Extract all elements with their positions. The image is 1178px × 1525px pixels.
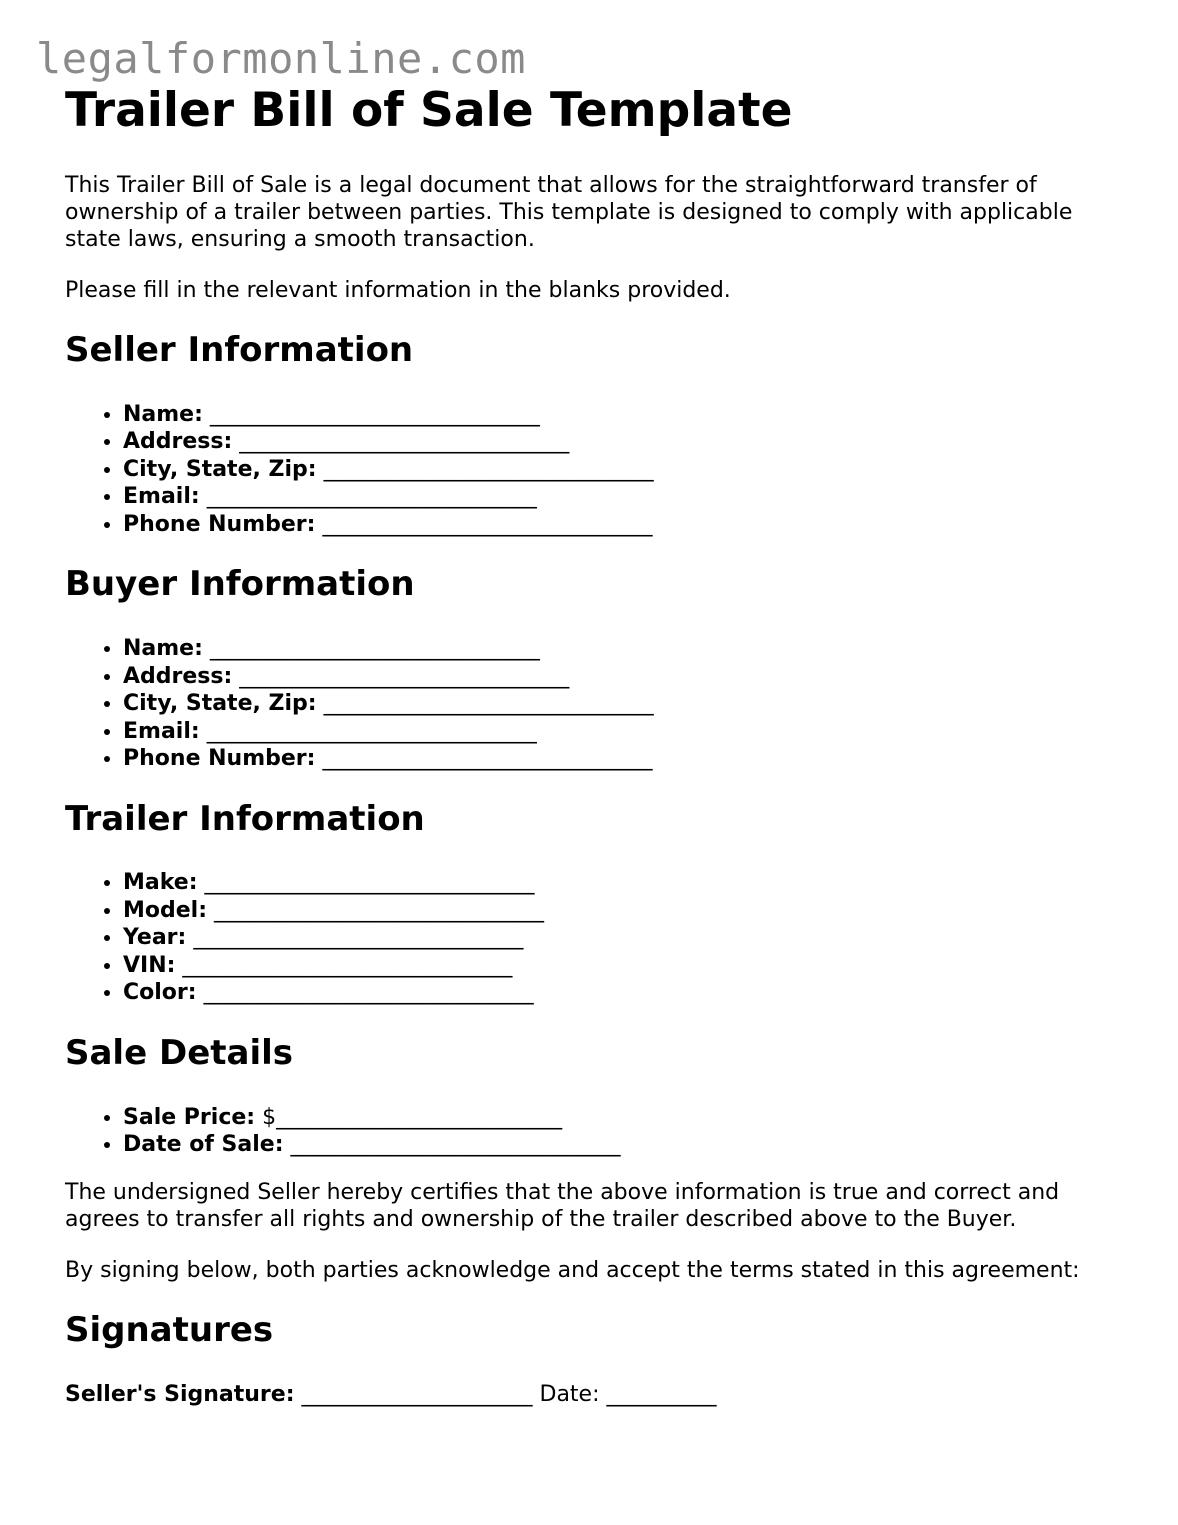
- seller-heading: Seller Information: [65, 330, 414, 371]
- field-blank[interactable]: ______________________________: [203, 980, 534, 1006]
- field-label: Email:: [123, 718, 200, 744]
- sale-heading: Sale Details: [65, 1032, 294, 1073]
- seller-signature-label: Seller's Signature:: [65, 1381, 295, 1407]
- field-blank[interactable]: ______________________________: [239, 429, 570, 455]
- field-label: City, State, Zip:: [123, 691, 317, 717]
- trailer-color-field[interactable]: [123, 979, 1125, 1007]
- field-blank[interactable]: ______________________________: [193, 925, 524, 951]
- trailer-make-field[interactable]: [123, 869, 1125, 897]
- buyer-address-field[interactable]: [123, 663, 1125, 691]
- field-label: Phone Number:: [123, 511, 316, 537]
- signatures-heading: Signatures: [65, 1309, 274, 1350]
- buyer-name-field[interactable]: [123, 635, 1125, 663]
- seller-city-state-zip-field[interactable]: [123, 456, 1125, 484]
- buyer-heading: Buyer Information: [65, 564, 415, 605]
- signature-date-blank[interactable]: __________: [606, 1381, 717, 1407]
- field-label: Address:: [123, 429, 233, 455]
- field-blank[interactable]: $__________________________: [262, 1104, 563, 1130]
- field-label: Email:: [123, 484, 200, 510]
- field-label: VIN:: [123, 952, 176, 978]
- field-blank[interactable]: ______________________________: [206, 718, 537, 744]
- acknowledgement-paragraph: By signing below, both parties acknowledge and accept the terms stated in this agreement:: [65, 1257, 1080, 1283]
- seller-signature-blank[interactable]: _____________________: [301, 1381, 533, 1407]
- document: [65, 84, 1125, 1408]
- buyer-fields: [65, 635, 1125, 773]
- seller-address-field[interactable]: [123, 428, 1125, 456]
- seller-fields: [65, 401, 1125, 539]
- seller-signature-line: [65, 1381, 1125, 1408]
- seller-name-field[interactable]: [123, 401, 1125, 429]
- watermark-logo: legalformonline.com: [36, 34, 526, 83]
- trailer-vin-field[interactable]: [123, 952, 1125, 980]
- field-blank[interactable]: ______________________________: [214, 897, 545, 923]
- field-label: Color:: [123, 980, 197, 1006]
- buyer-email-field[interactable]: [123, 718, 1125, 746]
- certification-paragraph: The undersigned Seller hereby certifies that the above information is true and correct and agrees to transfer all rights and ownership of the trailer described above to the Buyer.: [65, 1179, 1060, 1232]
- buyer-city-state-zip-field[interactable]: [123, 690, 1125, 718]
- trailer-fields: [65, 869, 1125, 1007]
- field-blank[interactable]: ______________________________: [322, 511, 653, 537]
- field-blank[interactable]: ______________________________: [182, 952, 513, 978]
- field-label: Sale Price:: [123, 1104, 256, 1130]
- field-label: Make:: [123, 870, 198, 896]
- field-blank[interactable]: ______________________________: [204, 870, 535, 896]
- intro-paragraph: This Trailer Bill of Sale is a legal document that allows for the straightforward transfer of ownership of a trailer between parties. This template is designed to comply with applicable state laws, ensuring a smooth transaction.: [65, 173, 1073, 253]
- page-title: Trailer Bill of Sale Template: [65, 83, 793, 138]
- seller-email-field[interactable]: [123, 483, 1125, 511]
- field-blank[interactable]: ______________________________: [322, 746, 653, 772]
- trailer-year-field[interactable]: [123, 924, 1125, 952]
- instruction-paragraph: Please fill in the relevant information in the blanks provided.: [65, 278, 731, 304]
- field-label: Year:: [123, 925, 187, 951]
- field-blank[interactable]: ______________________________: [206, 484, 537, 510]
- buyer-phone-field[interactable]: [123, 745, 1125, 773]
- sale-price-field[interactable]: [123, 1104, 1125, 1132]
- field-blank[interactable]: ______________________________: [323, 456, 654, 482]
- field-label: Model:: [123, 897, 208, 923]
- signature-date-label: Date:: [539, 1381, 600, 1407]
- field-label: Phone Number:: [123, 746, 316, 772]
- field-blank[interactable]: ______________________________: [209, 636, 540, 662]
- field-blank[interactable]: ______________________________: [239, 663, 570, 689]
- trailer-model-field[interactable]: [123, 897, 1125, 925]
- seller-phone-field[interactable]: [123, 511, 1125, 539]
- field-blank[interactable]: ______________________________: [323, 691, 654, 717]
- field-blank[interactable]: ______________________________: [290, 1132, 621, 1158]
- trailer-heading: Trailer Information: [65, 798, 425, 839]
- field-label: Date of Sale:: [123, 1132, 284, 1158]
- field-label: Address:: [123, 663, 233, 689]
- field-label: City, State, Zip:: [123, 456, 317, 482]
- field-label: Name:: [123, 636, 203, 662]
- sale-date-field[interactable]: [123, 1131, 1125, 1159]
- field-blank[interactable]: ______________________________: [209, 401, 540, 427]
- sale-fields: [65, 1104, 1125, 1159]
- field-label: Name:: [123, 401, 203, 427]
